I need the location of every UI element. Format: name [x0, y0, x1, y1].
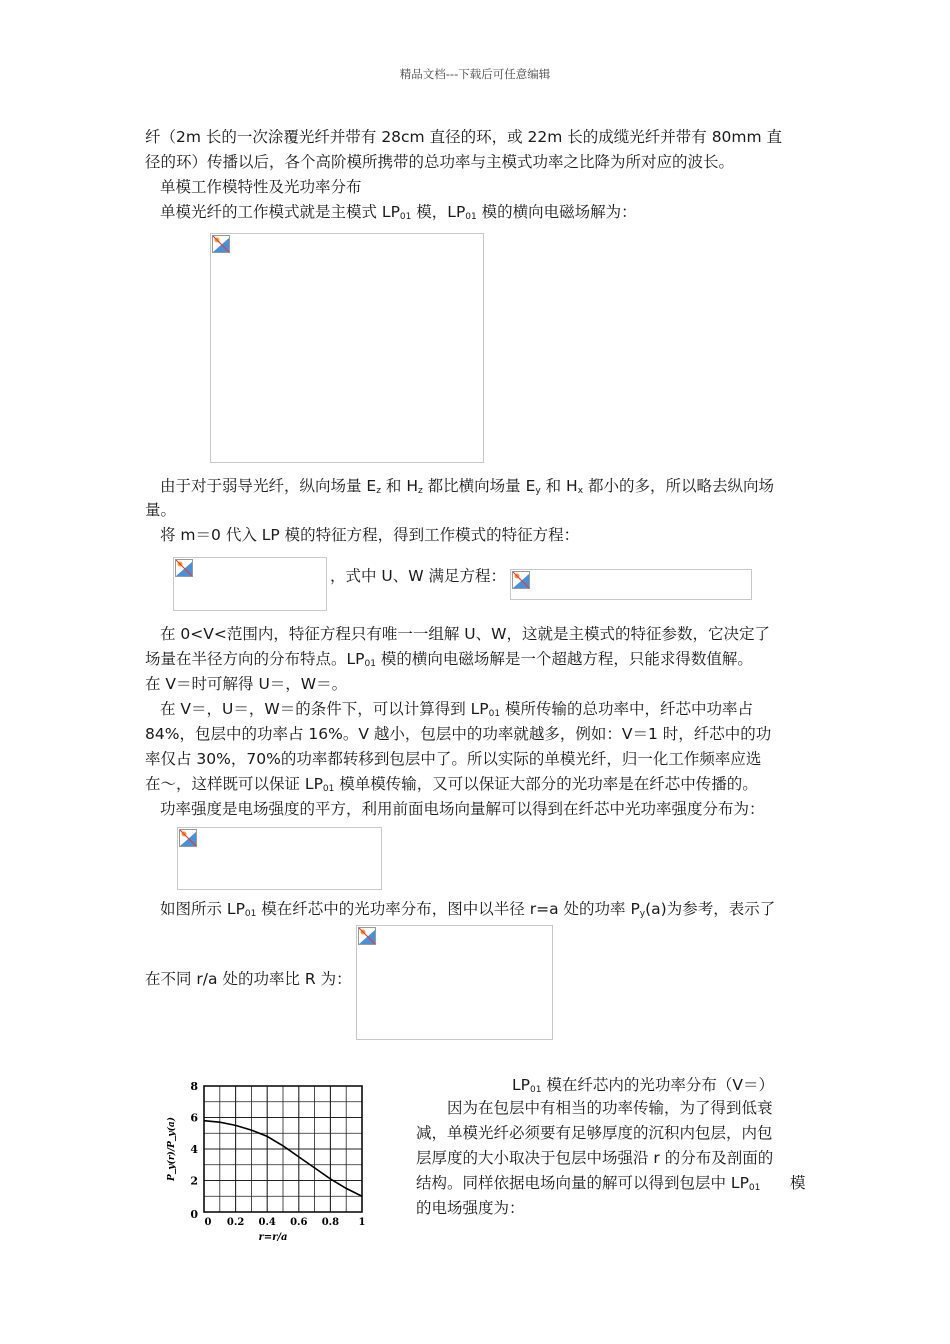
paragraph-line: 将 m＝0 代入 LP 模的特征方程，得到工作模式的特征方程：	[160, 526, 580, 544]
paragraph-line-tail: 模	[790, 1174, 806, 1192]
broken-image-icon	[358, 927, 376, 945]
section-heading: 单模工作模特性及光功率分布	[160, 178, 362, 196]
x-tick-label: 0.2	[226, 1217, 245, 1228]
formula-image-placeholder	[210, 233, 484, 463]
paragraph-line: 功率强度是电场强度的平方，利用前面电场向量解可以得到在纤芯中光功率强度分布为：	[160, 800, 765, 818]
formula-image-placeholder	[510, 569, 752, 600]
broken-image-icon	[512, 571, 530, 589]
paragraph-line: ，式中 U、W 满足方程：	[330, 567, 507, 585]
paragraph-line: 结构。同样依据电场向量的解可以得到包层中 $LP_{01}$	[416, 1174, 761, 1193]
paragraph-line: 如图所示 $LP_{01}$ 模在纤芯中的光功率分布，图中以半径 r=a 处的功率 $P_y(a)$为参考，表示了	[160, 900, 776, 919]
paragraph-line: 在 V＝时可解得 U＝，W＝。	[145, 675, 348, 693]
x-tick-label: 0.6	[290, 1217, 308, 1228]
x-tick-label: 1	[358, 1217, 366, 1228]
y-tick-label: 4	[190, 1143, 198, 1156]
chart-svg	[160, 1078, 375, 1248]
paragraph-line: 径的环）传播以后，各个高阶模所携带的总功率与主模式功率之比降为所对应的波长。	[145, 153, 735, 171]
broken-image-icon	[179, 829, 197, 847]
paragraph-line: 的电场强度为：	[416, 1199, 525, 1217]
paragraph-line: 减，单模光纤必须要有足够厚度的沉积内包层，内包	[416, 1124, 773, 1142]
paragraph-line: 由于对于弱导光纤，纵向场量 $E_z$ 和 $H_z$ 都比横向场量 $E_y$ 和 $H_x$ 都小的多，所以略去纵向场	[160, 477, 774, 496]
paragraph-line: 在不同 r/a 处的功率比 R 为：	[145, 970, 352, 988]
formula-image-placeholder	[173, 557, 327, 611]
formula-image-placeholder	[177, 827, 382, 890]
paragraph-line: 因为在包层中有相当的功率传输，为了得到低衰	[416, 1099, 773, 1117]
chart-caption: $LP_{01}$ 模在纤芯内的光功率分布（V＝）	[512, 1076, 774, 1095]
paragraph-line: 场量在半径方向的分布特点。$LP_{01}$ 模的横向电磁场解是一个超越方程，只能求得数值解。	[145, 650, 753, 669]
y-tick-label: 0	[190, 1208, 198, 1221]
paragraph-line: 率仅占 30%，70%的功率都转移到包层中了。所以实际的单模光纤，归一化工作频率应选	[145, 750, 762, 768]
power-distribution-chart	[160, 1078, 375, 1248]
y-tick-label: 2	[190, 1174, 198, 1188]
y-tick-label: 6	[190, 1111, 198, 1125]
paragraph-line: 在～，这样既可以保证 $LP_{01}$ 模单模传输，又可以保证大部分的光功率是在纤芯中传播的。	[145, 775, 758, 794]
page-header: 精品文档---下载后可任意编辑	[399, 67, 551, 81]
broken-image-icon	[175, 559, 193, 577]
x-tick-label: 0.4	[258, 1217, 276, 1228]
paragraph-line: 纤（2m 长的一次涂覆光纤并带有 28cm 直径的环，或 22m 长的成缆光纤并带有 80mm 直	[145, 128, 783, 146]
paragraph-line: 84%，包层中的功率占 16%。V 越小，包层中的功率就越多，例如：V＝1 时，纤芯中的功	[145, 725, 772, 743]
y-tick-label: 8	[190, 1080, 198, 1093]
paragraph-line: 单模光纤的工作模式就是主模式 $LP_{01}$ 模，$LP_{01}$ 模的横向电磁场解为：	[160, 203, 637, 222]
broken-image-icon	[212, 235, 230, 253]
paragraph-line: 在 V＝，U＝，W＝的条件下，可以计算得到 $LP_{01}$ 模所传输的总功率中，纤芯中功率占	[160, 700, 754, 719]
x-tick-label: 0	[204, 1217, 212, 1228]
x-tick-label: 0.8	[321, 1217, 340, 1228]
x-axis-label: r=r/a	[258, 1232, 288, 1243]
paragraph-line: 层厚度的大小取决于包层中场强沿 r 的分布及剖面的	[416, 1149, 774, 1167]
paragraph-line: 在 0<V<范围内，特征方程只有唯一一组解 U、W，这就是主模式的特征参数，它决定了	[160, 625, 770, 643]
y-axis-label: P_y(r)/P_y(a)	[167, 1117, 177, 1181]
paragraph-line: 量。	[145, 501, 177, 519]
formula-image-placeholder	[356, 925, 553, 1040]
